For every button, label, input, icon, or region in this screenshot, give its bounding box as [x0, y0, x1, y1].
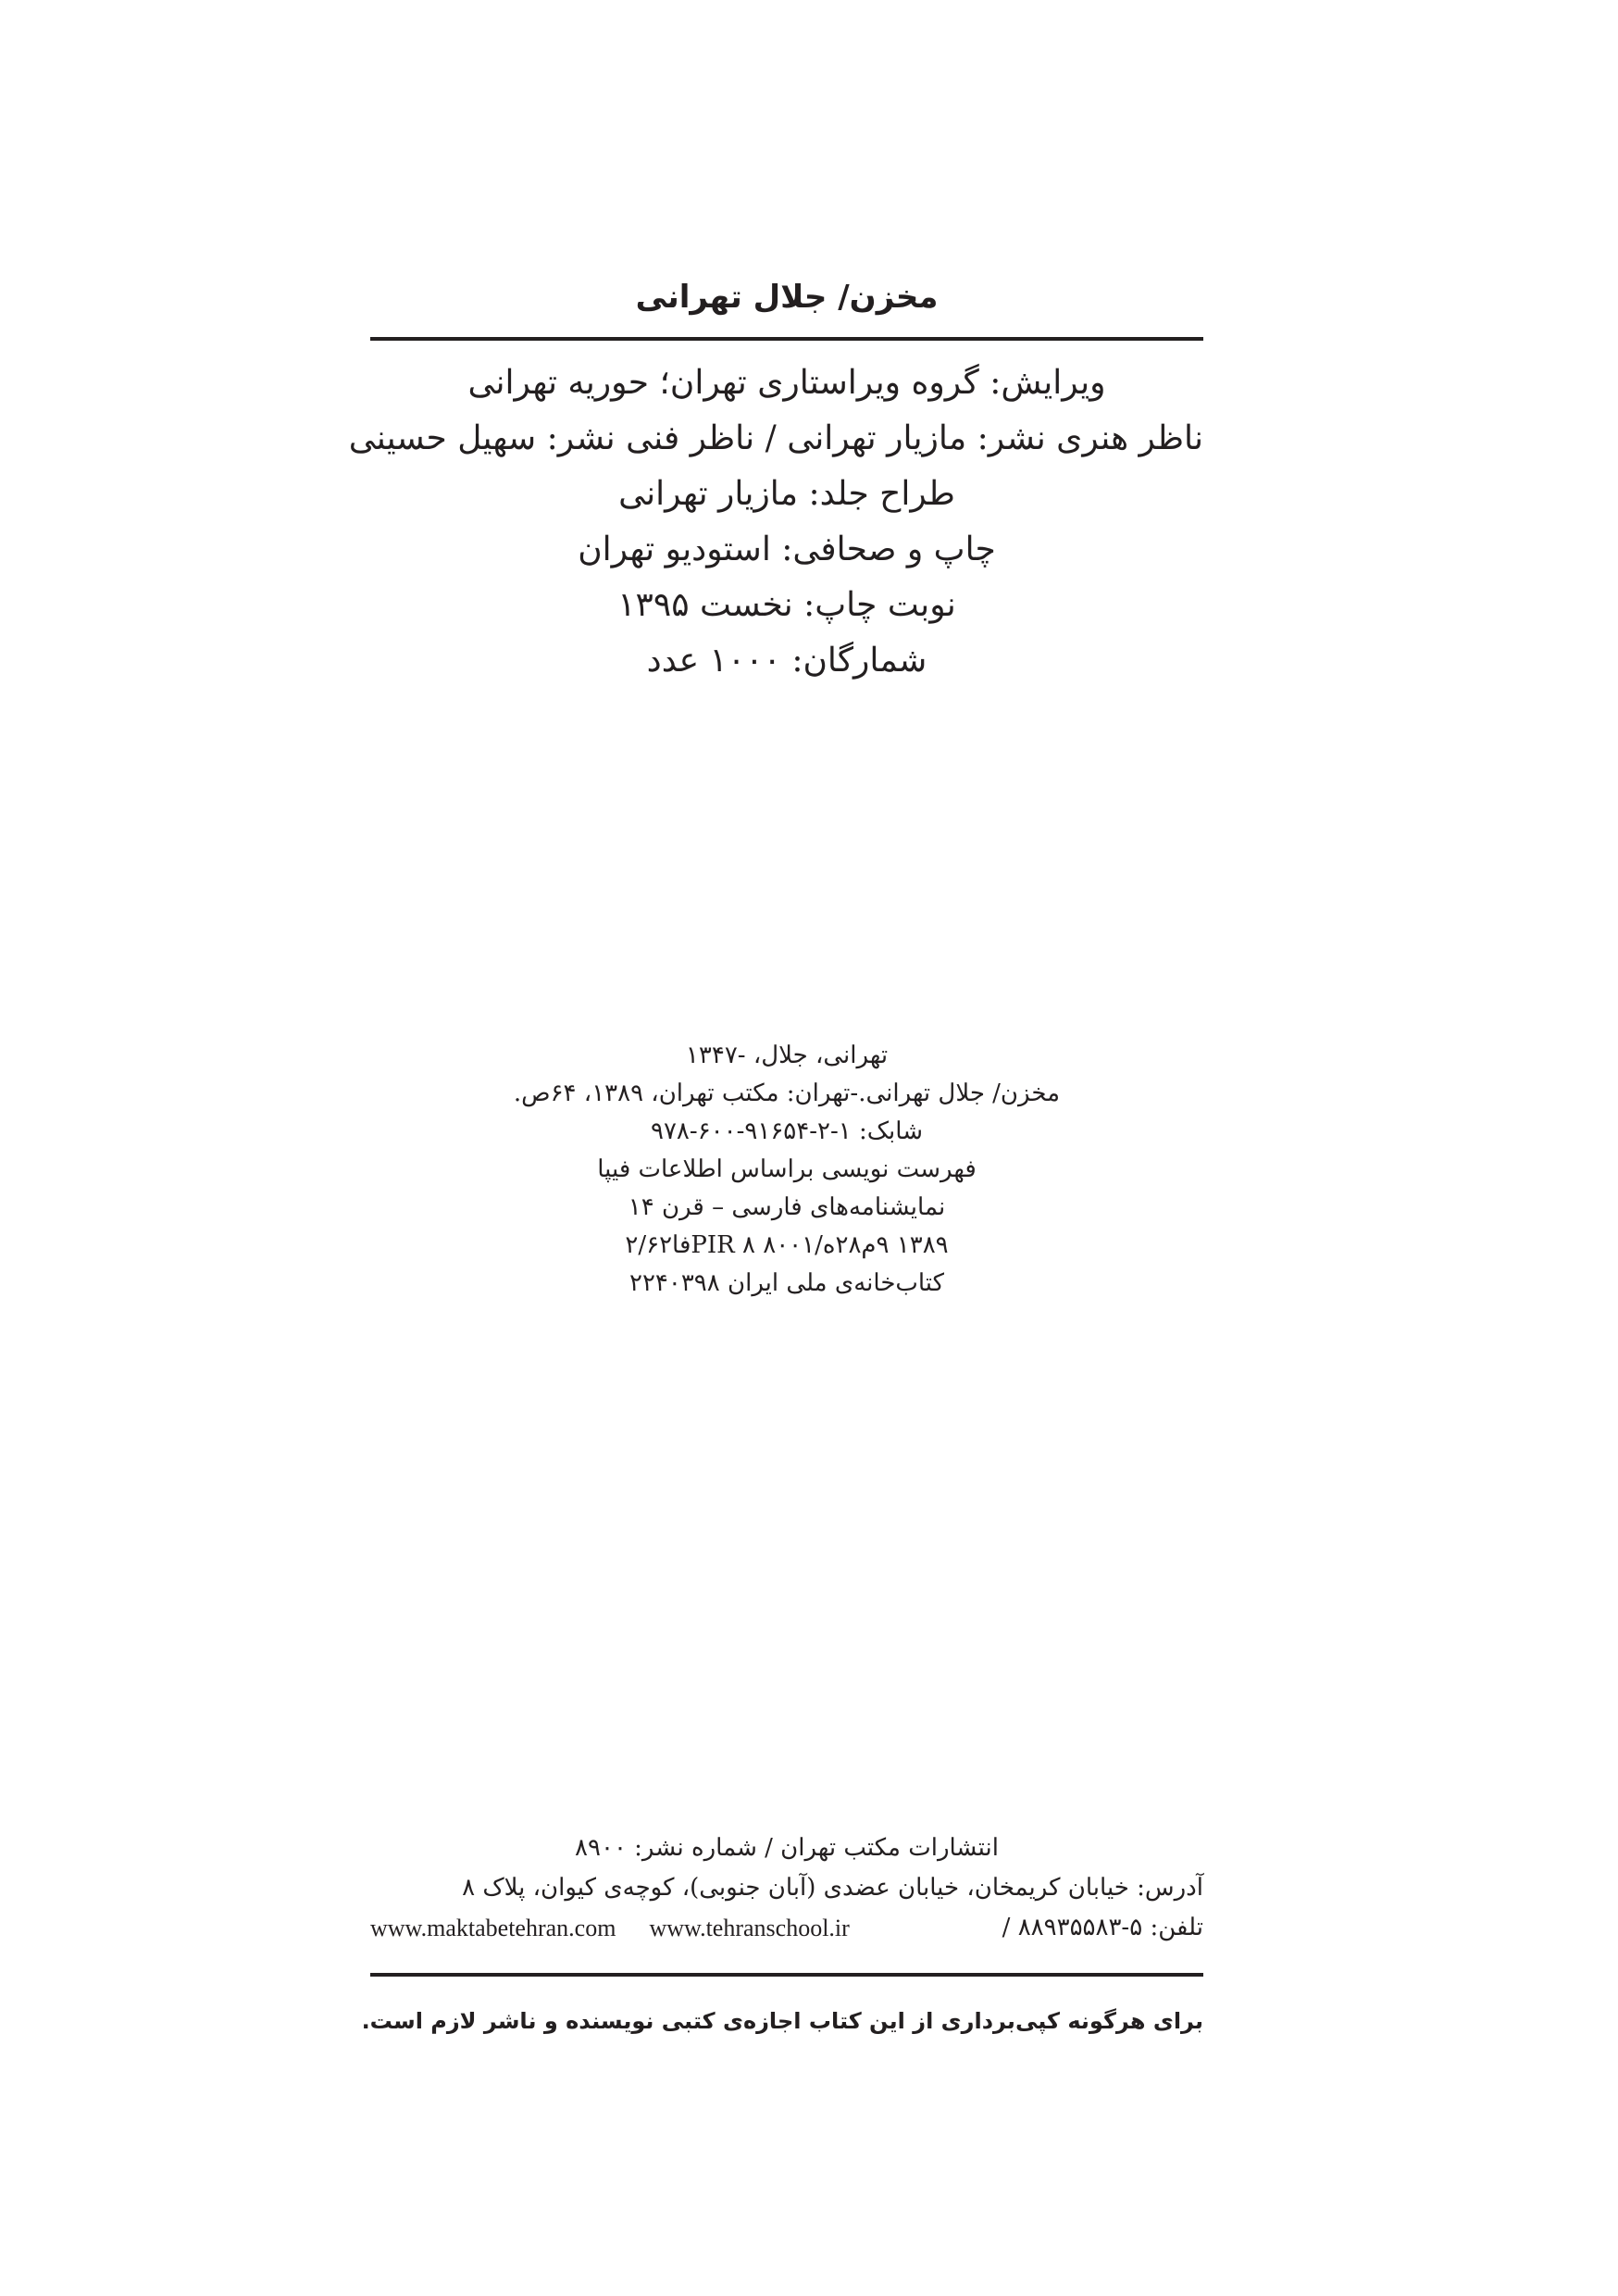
credit-cover-designer: طراح جلد: مازیار تهرانی	[618, 475, 955, 513]
publisher-name: انتشارات مکتب تهران / شماره نشر: ۸۹۰۰	[575, 1834, 999, 1862]
bottom-divider	[370, 1973, 1203, 1977]
cataloging-block	[370, 1037, 1203, 1303]
credit-print-run: شمارگان: ۱۰۰۰ عدد	[646, 642, 927, 680]
publisher-phone: تلفن: ۵-۸۸۹۳۵۵۸۳ /	[1002, 1914, 1203, 1941]
cip-title-imprint: مخزن/ جلال تهرانی.-تهران: مکتب تهران، ۱۳۸۹، ۶۴ص.	[513, 1079, 1061, 1107]
cip-subject: نمایشنامه‌های فارسی – قرن ۱۴	[628, 1193, 946, 1221]
website-maktabetehran[interactable]: www.maktabetehran.com	[370, 1915, 616, 1941]
cip-national-library: کتاب‌خانه‌ی ملی ایران ۲۲۴۰۳۹۸	[629, 1269, 945, 1297]
credit-printing: چاپ و صحافی: استودیو تهران	[578, 530, 996, 568]
cip-classification: ۱۳۸۹ ۹م۲۸ه/۸۰۰۱ PIR ۸فا۲/۶۲	[625, 1231, 949, 1259]
publisher-contact	[370, 1908, 1203, 1948]
credit-supervisors: ناظر هنری نشر: مازیار تهرانی / ناظر فنی نشر: سهیل حسینی	[348, 419, 1203, 457]
website-tehranschool[interactable]: www.tehranschool.ir	[649, 1915, 850, 1941]
credits-block	[348, 356, 1203, 689]
cip-author: تهرانی، جلال، -۱۳۴۷	[685, 1042, 889, 1069]
cip-isbn: شابک: ۱-۲-۹۱۶۵۴-۶۰۰-۹۷۸	[650, 1117, 923, 1145]
credit-editor: ویرایش: گروه ویراستاری تهران؛ حوریه تهرانی	[467, 364, 1106, 402]
website-group	[370, 1908, 850, 1948]
top-divider	[370, 337, 1203, 341]
cip-note: فهرست نویسی براساس اطلاعات فیپا	[597, 1155, 977, 1183]
publisher-block	[370, 1828, 1203, 1948]
credit-edition: نوبت چاپ: نخست ۱۳۹۵	[617, 586, 956, 624]
book-title: مخزن/ جلال تهرانی	[635, 279, 939, 316]
copyright-notice: برای هرگونه کپی‌برداری از این کتاب اجازه‌ی کتبی نویسنده و ناشر لازم است.	[361, 2008, 1203, 2034]
publisher-address: آدرس: خیابان کریمخان، خیابان عضدی (آبان جنوبی)، کوچه‌ی کیوان، پلاک ۸	[462, 1874, 1203, 1902]
